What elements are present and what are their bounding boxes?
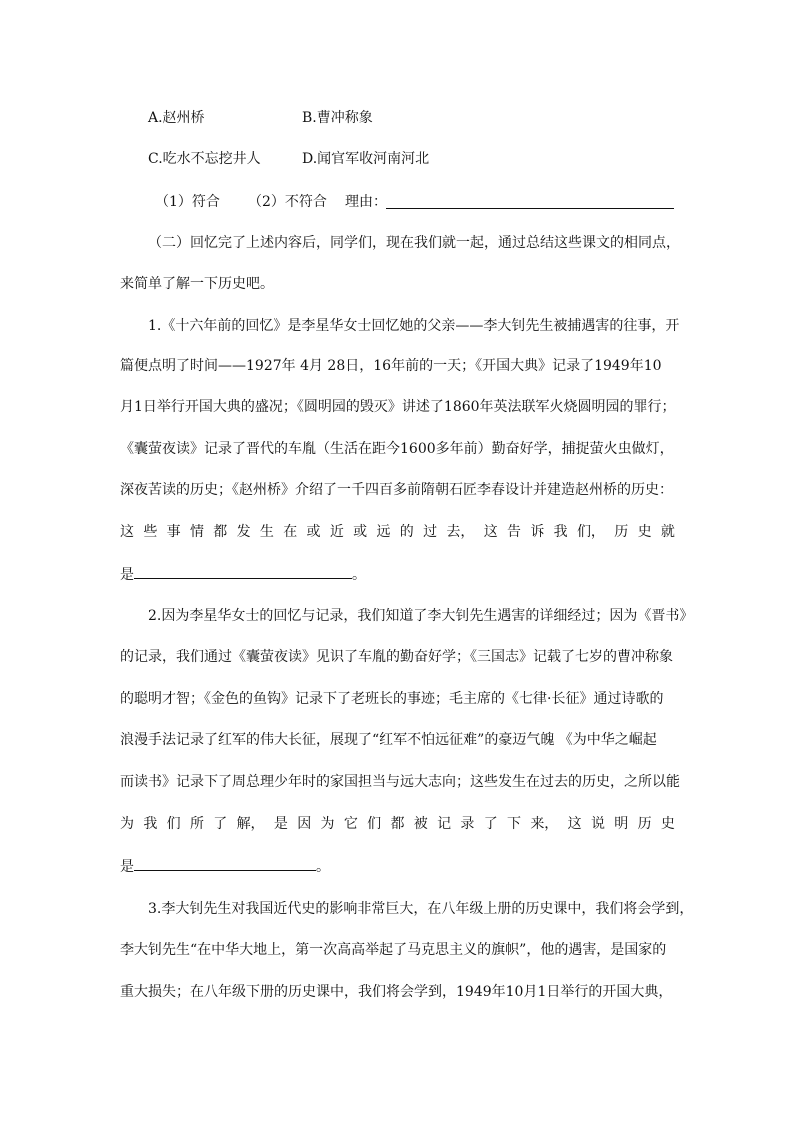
p1-l6-c9: 近 [329, 524, 344, 540]
option-d: D.闻官军收河南河北 [302, 151, 430, 167]
p3-line2: 李大钊先生“在中华大地上，第一次高高举起了马克思主义的旗帜”，他的遇害，是国家的 [120, 942, 667, 958]
p2-l6-c13: 记 [437, 816, 452, 832]
p3-line1: 3.李大钊先生对我国近代史的影响非常巨大，在八年级上册的历史课中，我们将会学到， [148, 901, 694, 917]
p1-l6-c12: 的 [399, 524, 414, 540]
p1-l6-c4: 都 [213, 524, 228, 540]
section2-line2: 来简单了解一下历史吧。 [120, 276, 274, 292]
p2-line7 [120, 856, 675, 877]
p1-line2: 篇便点明了时间——1927年 4月 28日，16年前的一天；《开国大典》记录了1949年10 [120, 358, 662, 374]
p2-line3: 的聪明才智；《金色的鱼钩》记录下了老班长的事迹；毛主席的《七律·长征》通过诗歌的 [120, 691, 664, 707]
p2-l7-suffix: 。 [316, 859, 330, 875]
p2-l6-c1: 我 [143, 816, 158, 832]
p2-l6-c6: 是 [273, 816, 288, 832]
p2-line5: 而读书》记录下了周总理少年时的家国担当与远大志向；这些发生在过去的历史，之所以能 [120, 774, 680, 790]
p1-l6-c20: 历 [614, 524, 629, 540]
p2-l6-c15: 了 [483, 816, 498, 832]
p1-l6-c7: 在 [283, 524, 298, 540]
p3-line3: 重大损失；在八年级下册的历史课中，我们将会学到，1949年10月1日举行的开国大典， [120, 984, 673, 1000]
p1-l7-prefix: 是 [120, 567, 134, 583]
p1-l6-c0: 这 [120, 524, 134, 540]
p1-l6-c21: 史 [637, 524, 652, 540]
p1-l6-c2: 事 [166, 524, 181, 540]
p1-l6-c10: 或 [353, 524, 368, 540]
p1-l6-c11: 远 [376, 524, 391, 540]
section2-line1: （二）回忆完了上述内容后，同学们，现在我们就一起，通过总结这些课文的相同点， [148, 235, 680, 251]
p2-l6-c4: 了 [213, 816, 228, 832]
p1-line5: 深夜苦读的历史；《赵州桥》介绍了一千四百多前隋朝石匠李春设计并建造赵州桥的历史： [120, 482, 673, 498]
judge-reason-label: 理由： [345, 194, 387, 210]
p2-l6-c16: 下 [507, 816, 521, 832]
p1-l6-c14: 去， [446, 524, 475, 540]
p2-l6-c14: 录 [460, 816, 475, 832]
p2-line4: 浪漫手法记录了红军的伟大长征，展现了“红军不怕远征难”的豪迈气魄 《为中华之崛起 [120, 732, 657, 748]
p1-l6-c17: 诉 [530, 524, 545, 540]
p2-l6-c12: 被 [413, 816, 428, 832]
p2-l6-c7: 因 [297, 816, 312, 832]
p1-line4: 《囊萤夜读》记录了晋代的车胤（生活在距今1600多年前）勤奋好学，捕捉萤火虫做灯， [120, 441, 674, 457]
p1-line3: 月1日举行开国大典的盛况；《圆明园的毁灭》讲述了1860年英法联军火烧圆明园的罪行； [120, 399, 676, 415]
reason-answer-blank[interactable] [386, 194, 674, 209]
p2-l6-c22: 史 [660, 816, 675, 832]
judge-notfit: （2）不符合 [248, 194, 327, 210]
p1-l6-c3: 情 [189, 524, 204, 540]
p2-l6-c11: 都 [390, 816, 405, 832]
p2-l7-prefix: 是 [120, 859, 134, 875]
p1-line6 [120, 522, 675, 542]
p1-l6-c8: 或 [306, 524, 321, 540]
p1-l6-c1: 些 [143, 524, 158, 540]
p1-line7 [120, 564, 675, 585]
p2-answer-blank[interactable] [134, 856, 316, 871]
p2-l6-c2: 们 [166, 816, 181, 832]
p2-l6-c19: 说 [590, 816, 605, 832]
p1-l6-c19: 们， [576, 524, 605, 540]
p2-l6-c20: 明 [614, 816, 629, 832]
p2-l6-c3: 所 [189, 816, 204, 832]
p1-l6-c18: 我 [553, 524, 568, 540]
p1-l6-c5: 发 [236, 524, 251, 540]
p2-l6-c10: 们 [367, 816, 382, 832]
p2-l6-c18: 这 [567, 816, 582, 832]
p1-l6-c13: 过 [423, 524, 438, 540]
p2-line6 [120, 814, 675, 834]
p2-line1: 2.因为李星华女士的回忆与记录，我们知道了李大钊先生遇害的详细经过；因为《晋书》 [148, 608, 694, 624]
p1-line1: 1.《十六年前的回忆》是李星华女士回忆她的父亲——李大钊先生被捕遇害的往事，开 [148, 318, 680, 334]
option-c: C.吃水不忘挖井人 [148, 151, 261, 167]
p1-l6-c16: 告 [507, 524, 521, 540]
p1-l7-suffix: 。 [352, 567, 366, 583]
option-a: A.赵州桥 [148, 110, 205, 126]
p1-l6-c22: 就 [660, 524, 675, 540]
p1-l6-c15: 这 [483, 524, 498, 540]
p1-l6-c6: 生 [259, 524, 274, 540]
p2-l6-c17: 来， [530, 816, 559, 832]
p1-answer-blank[interactable] [134, 564, 352, 579]
p2-l6-c5: 解， [236, 816, 265, 832]
option-b: B.曹冲称象 [302, 110, 373, 126]
judge-fit: （1）符合 [155, 194, 220, 210]
p2-line2: 的记录，我们通过《囊萤夜读》见识了车胤的勤奋好学；《三国志》记载了七岁的曹冲称象 [120, 649, 673, 665]
p2-l6-c9: 它 [343, 816, 358, 832]
p2-l6-c8: 为 [320, 816, 335, 832]
p2-l6-c0: 为 [120, 816, 134, 832]
p2-l6-c21: 历 [637, 816, 652, 832]
